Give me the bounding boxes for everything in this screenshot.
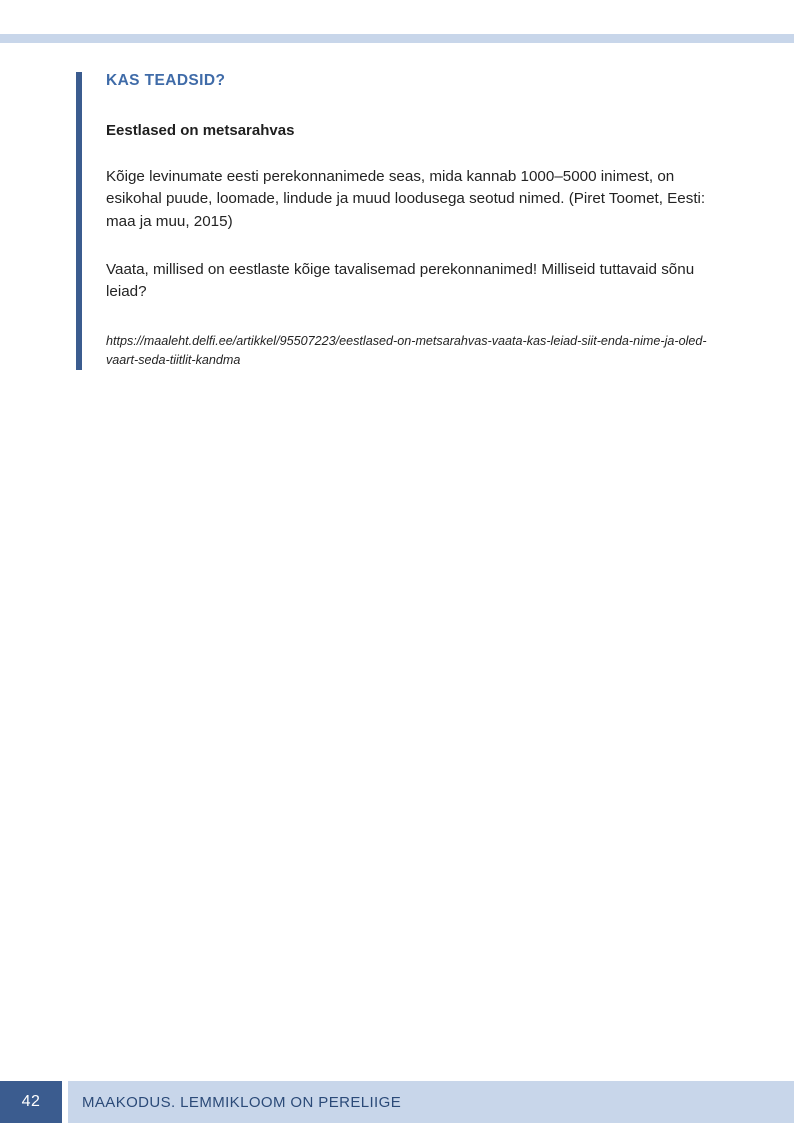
footer-chapter-title: MAAKODUS. LEMMIKLOOM ON PERELIIGE [68,1081,794,1123]
callout-source-link[interactable]: https://maaleht.delfi.ee/artikkel/95507223/eestlased-on-metsarahvas-vaata-kas-leiad-siit-enda-nime-ja-oled-vaart-seda-tiitlit-kandma [106,333,707,367]
page-number: 42 [0,1081,62,1123]
callout-accent-bar [76,72,82,370]
page-footer [0,1081,794,1123]
callout-heading: Eestlased on metsarahvas [106,121,295,139]
callout-paragraph-1: Kõige levinumate eesti perekonnanimede seas, mida kannab 1000–5000 inimest, on esikohal puude, loomade, lindude ja muud loodusega seotud nimed. (Piret Toomet, Eesti: maa ja muu, 2015) [106,168,706,230]
callout-kicker: KAS TEADSID? [106,72,226,89]
top-decorative-band [0,34,794,43]
did-you-know-callout [76,72,716,370]
callout-paragraph-2: Vaata, millised on eestlaste kõige tavalisemad perekonnanimed! Milliseid tuttavaid sõnu leiad? [106,261,695,301]
